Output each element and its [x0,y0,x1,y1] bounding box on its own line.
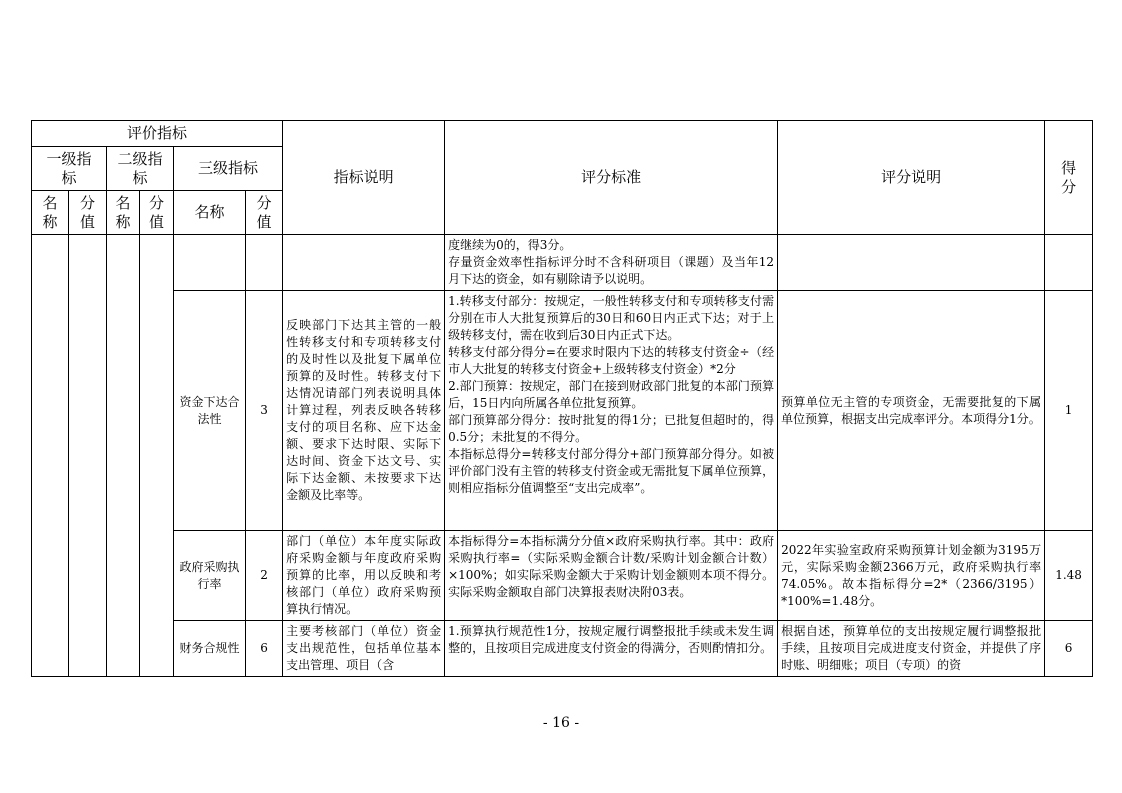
header-level1-name: 名称 [32,191,69,235]
indicator-desc: 反映部门下达其主管的一般性转移支付和专项转移支付的及时性以及批复下属单位预算的及时性。转移支付下达情况请部门列表说明具体计算过程，列表反映各转移支付的项目名称、应下达金额、要求下达时限、实际下达时间、资金下达文号、实际下达金额、未按要求下达金额及比率等。 [283,291,445,531]
score-value: 6 [1045,621,1093,677]
header-level3-name: 名称 [174,191,246,235]
scoring-criteria: 度继续为0的，得3分。 存量资金效率性指标评分时不含科研项目（课题）及当年12月下达的资金，如有剔除请予以说明。 [445,235,778,291]
scoring-explanation: 预算单位无主管的专项资金，无需要批复的下属单位预算，根据支出完成率评分。本项得分1分。 [778,291,1045,531]
header-scoring-criteria: 评分标准 [445,121,778,235]
header-level2-name: 名称 [107,191,140,235]
scoring-criteria: 1.预算执行规范性1分，按规定履行调整报批手续或未发生调整的，且按项目完成进度支付资金的得满分，否则酌情扣分。 [445,621,778,677]
level1-value-cell [69,235,107,677]
indicator-desc: 部门（单位）本年度实际政府采购金额与年度政府采购预算的比率，用以反映和考核部门（单位）政府采购预算执行情况。 [283,531,445,621]
header-eval-indicator: 评价指标 [32,121,283,147]
score-value: 1.48 [1045,531,1093,621]
level3-name: 资金下达合法性 [174,291,246,531]
header-level2-value: 分值 [140,191,174,235]
level2-name-cell [107,235,140,677]
page-number: - 16 - [542,715,580,731]
level3-name [174,235,246,291]
level3-value: 6 [246,621,283,677]
header-level2: 二级指标 [107,147,174,191]
indicator-desc [283,235,445,291]
header-indicator-desc: 指标说明 [283,121,445,235]
level3-name: 财务合规性 [174,621,246,677]
table-row [32,235,1093,291]
scoring-criteria: 本指标得分=本指标满分分值×政府采购执行率。其中：政府采购执行率=（实际采购金额合计数/采购计划金额合计数）×100%；如实际采购金额大于采购计划金额则本项不得分。实际采购金额取自部门决算报表财决附03表。 [445,531,778,621]
header-level3-value: 分值 [246,191,283,235]
header-level3: 三级指标 [174,147,283,191]
indicator-desc: 主要考核部门（单位）资金支出规范性，包括单位基本支出管理、项目（含 [283,621,445,677]
score-value [1045,235,1093,291]
header-score: 得分 [1045,121,1093,235]
header-level1: 一级指标 [32,147,107,191]
scoring-explanation [778,235,1045,291]
level3-value: 2 [246,531,283,621]
scoring-explanation: 2022年实验室政府采购预算计划金额为3195万元，实际采购金额2366万元，政府采购执行率74.05%。故本指标得分=2*（2366/3195）*100%=1.48分。 [778,531,1045,621]
level3-value [246,235,283,291]
header-scoring-explanation: 评分说明 [778,121,1045,235]
header-level1-value: 分值 [69,191,107,235]
table-row [32,621,1093,677]
level2-value-cell [140,235,174,677]
scoring-criteria: 1.转移支付部分：按规定，一般性转移支付和专项转移支付需分别在市人大批复预算后的30日和60日内正式下达；对于上级转移支付，需在收到后30日内正式下达。 转移支付部分得分=在要求时限内下达的转移支付资金÷（经市人大批复的转移支付资金+上级转移支付资金）*2分 2.部门预算：按规定，部门在接到财政部门批复的本部门预算后，15日内向所属各单位批复预算。 部门预算部分得分：按时批复的得1分；已批复但超时的，得0.5分；未批复的不得分。 本指标总得分=转移支付部分得分+部门预算部分得分。如被评价部门没有主管的转移支付资金或无需批复下属单位预算，则相应指标分值调整至“支出完成率”。 [445,291,778,531]
scoring-explanation: 根据自述，预算单位的支出按规定履行调整报批手续，且按项目完成进度支付资金，并提供了序时账、明细账；项目（专项）的资 [778,621,1045,677]
level1-name-cell [32,235,69,677]
evaluation-table [31,120,1093,677]
level3-name: 政府采购执行率 [174,531,246,621]
level3-value: 3 [246,291,283,531]
table-row [32,291,1093,531]
score-value: 1 [1045,291,1093,531]
table-row [32,531,1093,621]
